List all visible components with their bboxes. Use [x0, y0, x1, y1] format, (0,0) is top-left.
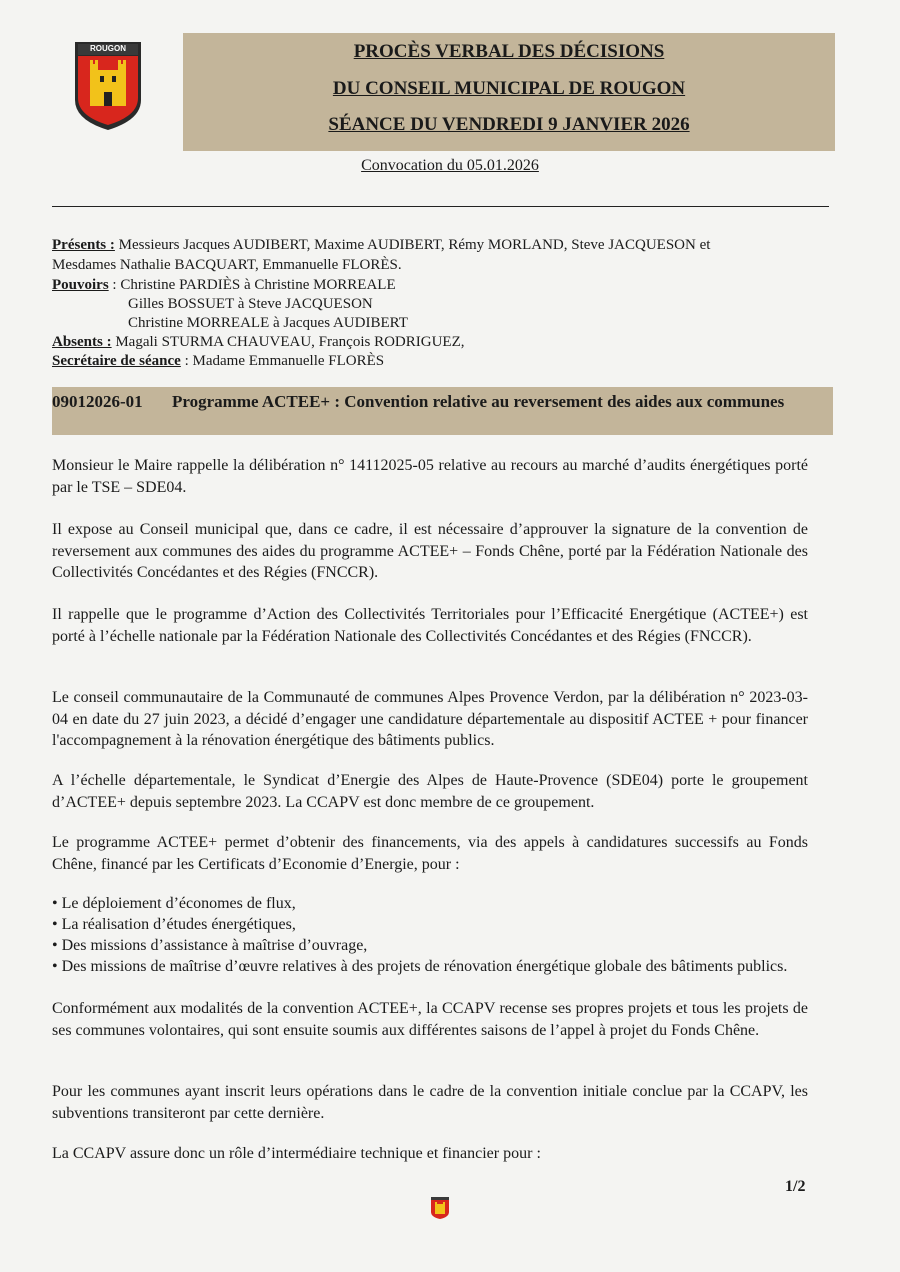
convocation-date: Convocation du 05.01.2026 — [361, 157, 539, 174]
paragraph-4: Le conseil communautaire de la Communauté de communes Alpes Provence Verdon, par la délibération n° 2023-03-04 en date du 27 juin 2023, a décidé d’engager une candidature départementale au dispositif ACTEE + pour financer l'accompagnement à la rénovation énergétique des bâtiments publics. — [52, 689, 808, 749]
absents-label: Absents : — [52, 334, 112, 350]
pouvoirs-line-3: Christine MORREALE à Jacques AUDIBERT — [128, 315, 408, 331]
paragraph-3: Il rappelle que le programme d’Action des Collectivités Territoriales pour l’Efficacité Energétique (ACTEE+) est porté à l’échelle nationale par la Fédération Nationale des Collectivités Concédantes et des Régies (FNCCR). — [52, 606, 808, 645]
bullet-item-2: • La réalisation d’études énergétiques, — [52, 916, 296, 933]
crest-label: ROUGON — [90, 44, 126, 53]
absents-line — [52, 332, 465, 352]
absents-text: Magali STURMA CHAUVEAU, François RODRIGUEZ, — [111, 334, 465, 350]
title-line-2: DU CONSEIL MUNICIPAL DE ROUGON — [332, 78, 686, 99]
paragraph-5: A l’échelle départementale, le Syndicat d’Energie des Alpes de Haute-Provence (SDE04) porte le groupement d’ACTEE+ depuis septembre 2023. La CCAPV est donc membre de ce groupement. — [52, 772, 808, 811]
bullet-item-1: • Le déploiement d’économes de flux, — [52, 895, 296, 912]
agenda-item-band — [52, 387, 833, 435]
pouvoirs-label: Pouvoirs — [52, 277, 109, 293]
bullet-item-3: • Des missions d’assistance à maîtrise d’ouvrage, — [52, 937, 368, 954]
paragraph-8: Pour les communes ayant inscrit leurs opérations dans le cadre de la convention initiale conclue par la CCAPV, les subventions transiteront par cette dernière. — [52, 1083, 808, 1122]
pouvoirs-text: : Christine PARDIÈS à Christine MORREALE — [108, 277, 396, 293]
paragraph-9: La CCAPV assure donc un rôle d’intermédiaire technique et financier pour : — [52, 1145, 541, 1162]
page-number: 1/2 — [785, 1178, 806, 1195]
title-line-3: SÉANCE DU VENDREDI 9 JANVIER 2026 — [328, 114, 690, 135]
bullet-item-4: • Des missions de maîtrise d’œuvre relatives à des projets de rénovation énergétique globale des bâtiments publics. — [52, 958, 788, 975]
paragraph-1: Monsieur le Maire rappelle la délibération n° 14112025-05 relative au recours au marché d’audits énergétiques porté par le TSE – SDE04. — [52, 457, 808, 496]
pouvoirs-line-1 — [52, 275, 396, 295]
presents-line-1 — [52, 235, 710, 255]
rougon-crest-logo — [73, 40, 143, 132]
paragraph-6: Le programme ACTEE+ permet d’obtenir des financements, via des appels à candidatures successifs au Fonds Chêne, financé par les Certificats d’Economie d’Energie, pour : — [52, 834, 808, 873]
footer-crest-icon — [430, 1196, 450, 1220]
paragraph-7: Conformément aux modalités de la convention ACTEE+, la CCAPV recense ses propres projets et tous les projets de ses communes volontaires, qui sont ensuite soumis aux différentes saisons de l’appel à projet du Fonds Chêne. — [52, 1000, 808, 1039]
title-band — [183, 33, 835, 151]
presents-line-2: Mesdames Nathalie BACQUART, Emmanuelle FLORÈS. — [52, 257, 402, 273]
title-line-1: PROCÈS VERBAL DES DÉCISIONS — [353, 41, 665, 62]
secretaire-line — [52, 351, 384, 371]
divider — [52, 206, 829, 207]
pouvoirs-line-2: Gilles BOSSUET à Steve JACQUESON — [128, 296, 373, 312]
secretaire-text: : Madame Emmanuelle FLORÈS — [180, 353, 385, 369]
paragraph-2: Il expose au Conseil municipal que, dans ce cadre, il est nécessaire d’approuver la signature de la convention de reversement aux communes des aides du programme ACTEE+ – Fonds Chêne, porté par la Fédération Nationale des Collectivités Concédantes et des Régies (FNCCR). — [52, 521, 808, 581]
agenda-title: Programme ACTEE+ : Convention relative au reversement des aides aux communes — [172, 392, 785, 411]
presents-label: Présents : — [52, 237, 115, 253]
secretaire-label: Secrétaire de séance — [52, 353, 181, 369]
agenda-number: 09012026-01 — [52, 392, 143, 411]
presents-text: Messieurs Jacques AUDIBERT, Maxime AUDIBERT, Rémy MORLAND, Steve JACQUESON et — [114, 237, 711, 253]
